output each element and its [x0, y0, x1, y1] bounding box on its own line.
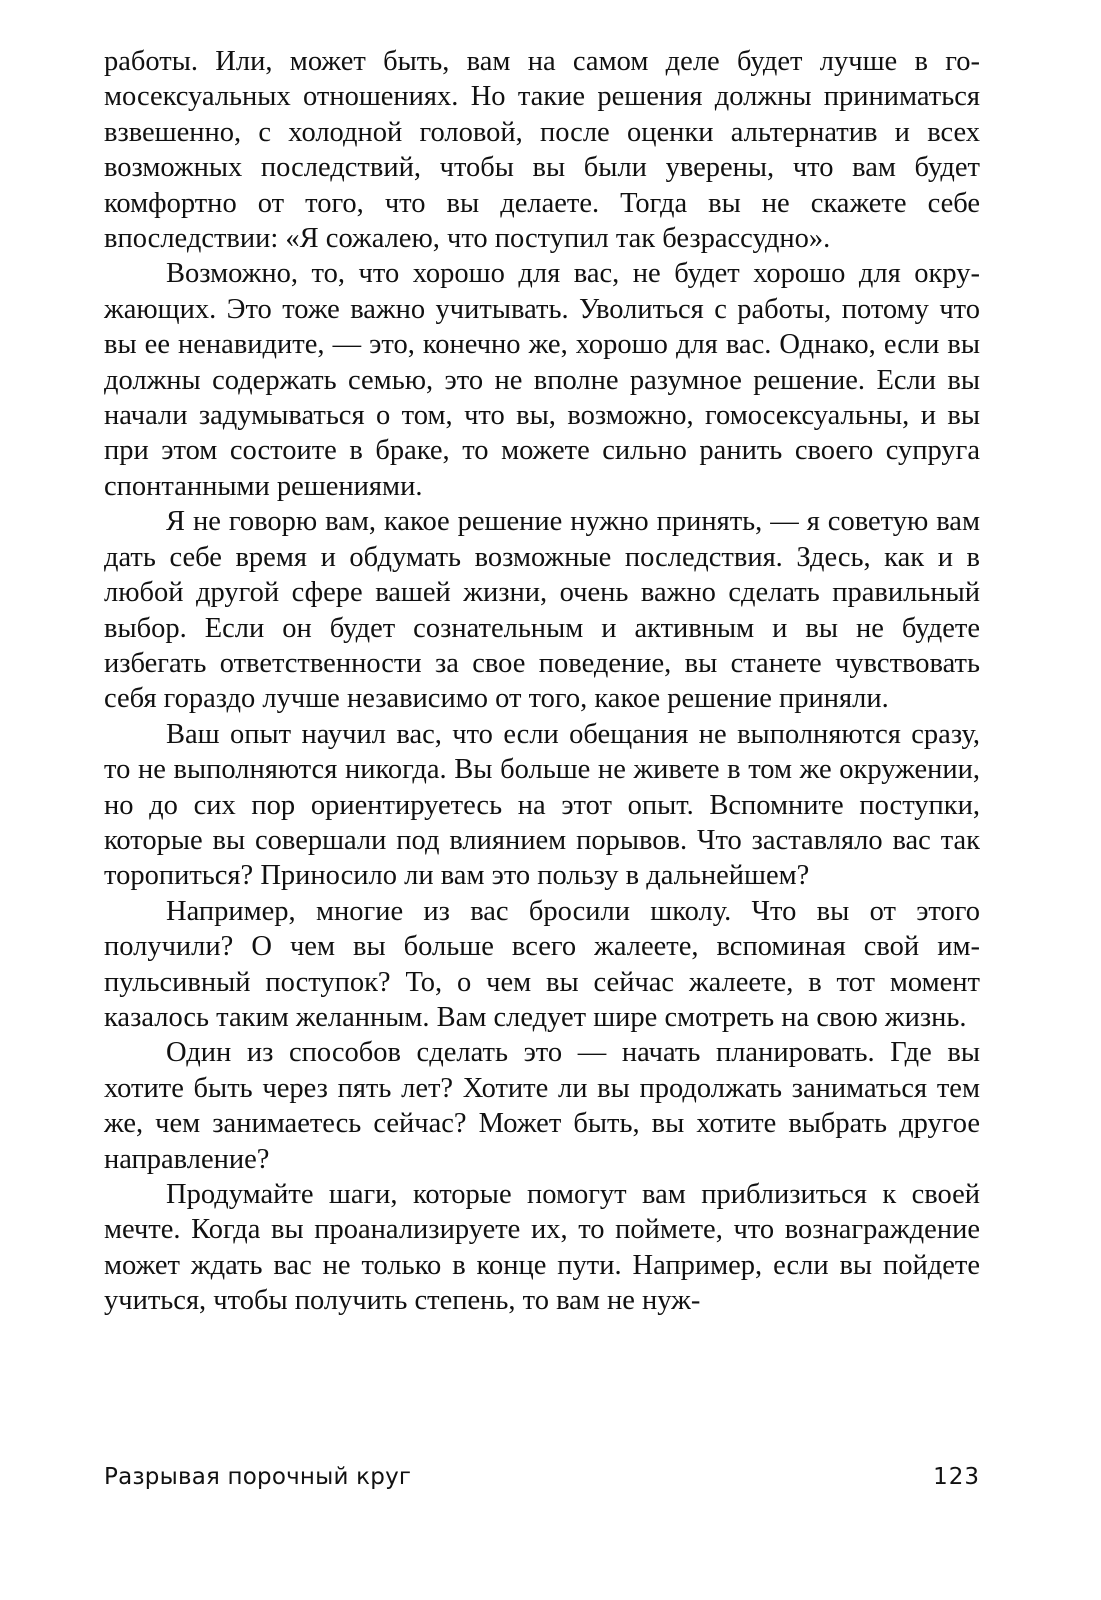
body-text	[104, 44, 980, 1319]
paragraph-7: Продумайте шаги, которые помогут вам приблизиться к своей мечте. Когда вы проанализируете их, то поймете, что вознаграждение может ждать вас не только в конце пути. Например, если вы пойдете учиться, чтобы получить степень, то вам не нуж-	[104, 1179, 980, 1317]
page-number: 123	[933, 1464, 980, 1490]
running-title: Разрывая порочный круг	[104, 1464, 412, 1490]
page-footer	[104, 1460, 980, 1494]
paragraph-1: работы. Или, может быть, вам на самом деле будет лучше в гомосексуальных отношениях. Но такие решения должны приниматься взвешенно, с холодной головой, после оценки альтернатив и всех возможных последствий, чтобы вы были уверены, что вам будет комфортно от того, что вы делаете. Тогда вы не скажете себе впоследствии: «Я сожалею, что поступил так безрассудно».	[104, 46, 980, 255]
paragraph-3: Я не говорю вам, какое решение нужно принять, — я советую вам дать себе время и обдумать возможные последствия. Здесь, как и в любой другой сфере вашей жизни, очень важно сделать правильный выбор. Если он будет сознательным и активным и вы не будете избегать ответственности за свое поведение, вы станете чувствовать себя гораздо лучше независимо от того, какое решение приняли.	[104, 506, 980, 715]
paragraph-4: Ваш опыт научил вас, что если обещания не выполняются сразу, то не выполняются никогда. Вы больше не живете в том же окружении, но до сих пор ориентируетесь на этот опыт. Вспомните поступки, которые вы совершали под влиянием порывов. Что заставляло вас так торопиться? Приносило ли вам это пользу в дальнейшем?	[104, 718, 980, 892]
paragraph-5: Например, многие из вас бросили школу. Что вы от этого получили? О чем вы больше всего жалеете, вспоминая свой импульсивный поступок? То, о чем вы сейчас жалеете, в тот момент казалось таким желанным. Вам следует шире смотреть на свою жизнь.	[104, 895, 980, 1033]
paragraph-6: Один из способов сделать это — начать планировать. Где вы хотите быть через пять лет? Хотите ли вы продолжать заниматься тем же, чем занимаетесь сейчас? Может быть, вы хотите выбрать другое направление?	[104, 1037, 980, 1175]
paragraph-2: Возможно, то, что хорошо для вас, не будет хорошо для окружающих. Это тоже важно учитывать. Уволиться с работы, потому что вы ее ненавидите, — это, конечно же, хорошо для вас. Однако, если вы должны содержать семью, это не вполне разумное решение. Если вы начали задумываться о том, что вы, возможно, гомосексуальны, и вы при этом состоите в браке, то можете сильно ранить своего супруга спонтанными решениями.	[104, 258, 980, 502]
